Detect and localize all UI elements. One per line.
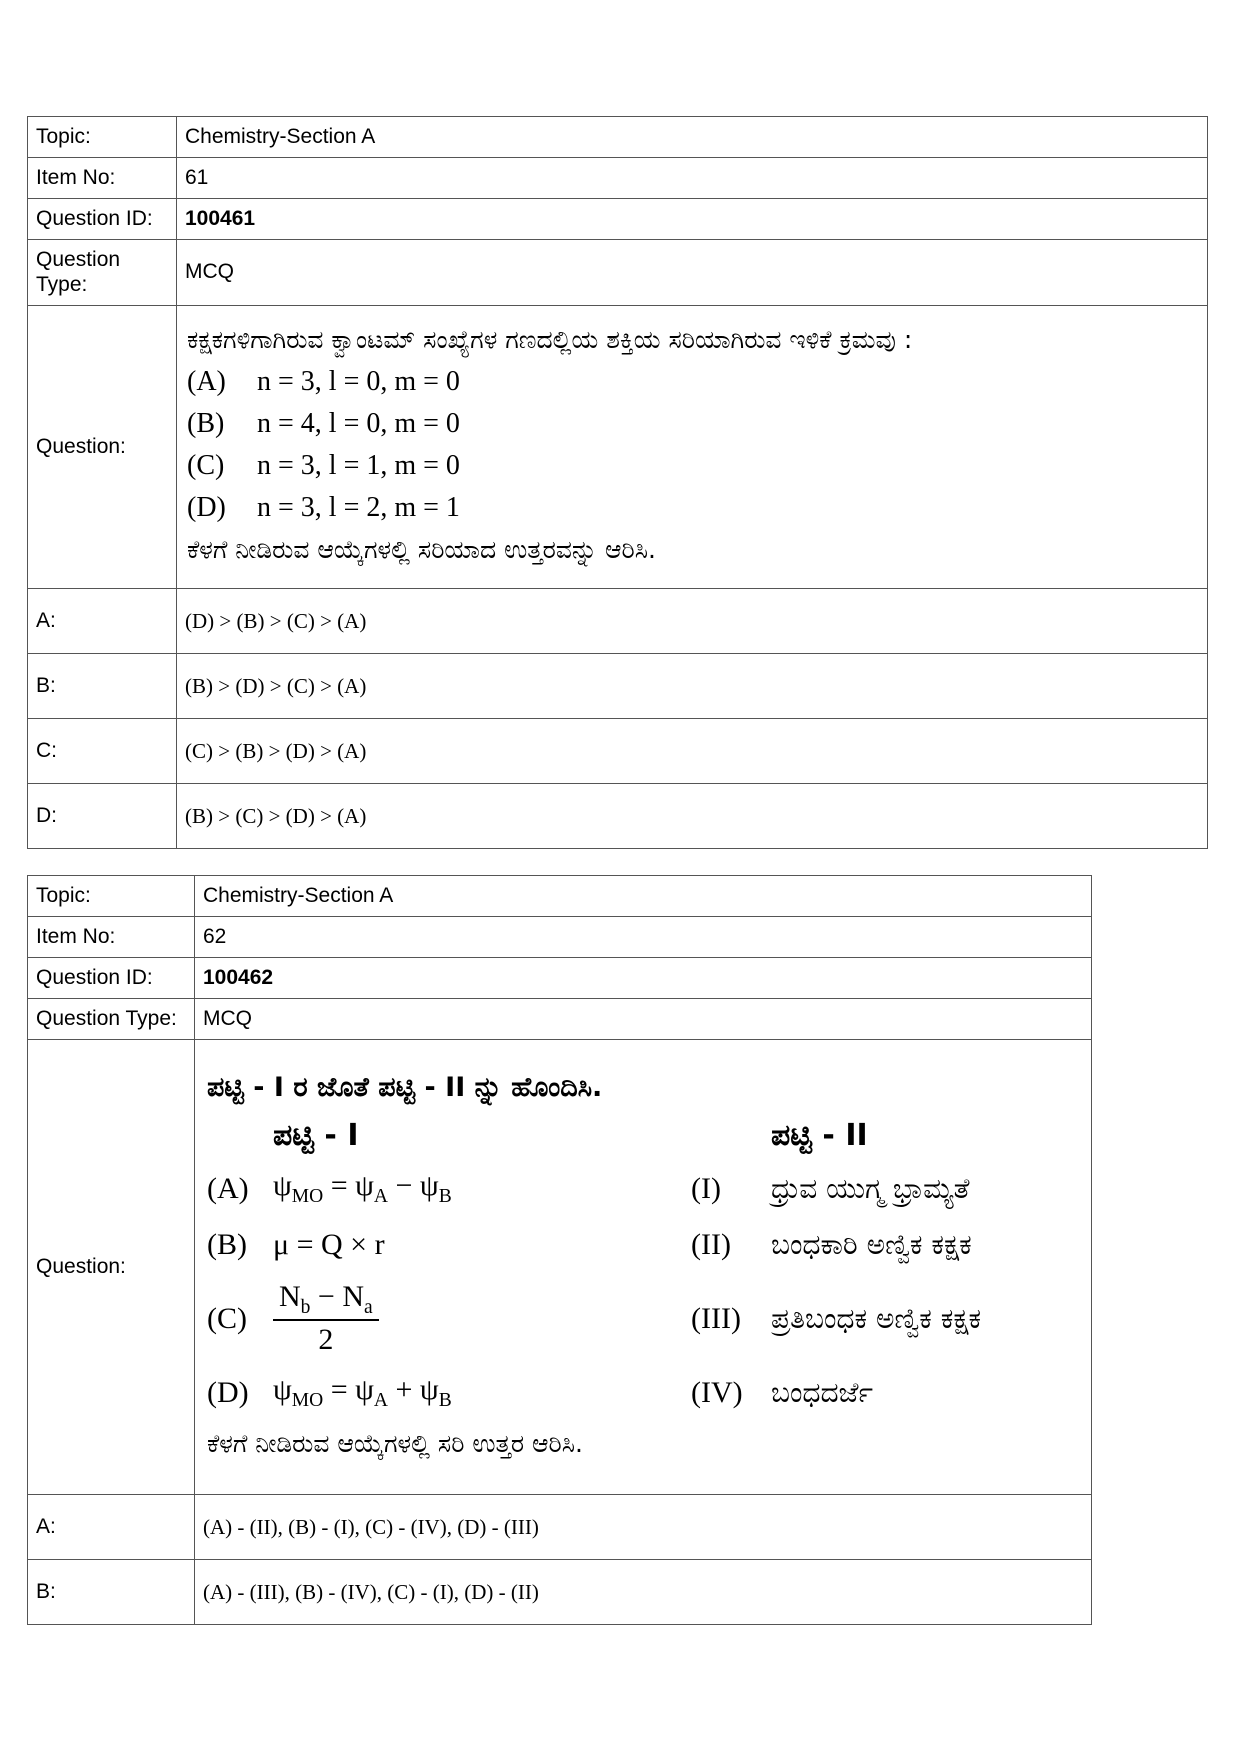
item-no-value: 61 bbox=[177, 158, 1208, 199]
option-b-label: B: bbox=[28, 1560, 195, 1625]
list-2-header: ಪಟ್ಟಿ - II bbox=[771, 1117, 868, 1153]
question-id-row bbox=[28, 958, 1092, 999]
expression-psi-mo-minus: $\psi_{MO} = \psi_A - \psi_B$ bbox=[273, 1169, 452, 1208]
match-row-c: (C) $\frac{N_b - N_a}{2}$ (III) ಪ್ರತಿಬಂಧಕ ಅಣ್ವಿಕ ಕಕ್ಷಕ bbox=[207, 1280, 982, 1357]
question-62-table bbox=[27, 875, 1092, 1625]
list-headers bbox=[207, 1111, 1083, 1161]
option-a-text[interactable]: (A) - (II), (B) - (I), (C) - (IV), (D) - (III) bbox=[195, 1495, 1092, 1560]
question-content bbox=[177, 306, 1208, 589]
question-row bbox=[28, 1040, 1092, 1495]
option-d-row[interactable] bbox=[28, 784, 1208, 849]
option-a-row[interactable] bbox=[28, 589, 1208, 654]
topic-label: Topic: bbox=[28, 117, 177, 158]
option-a-label: A: bbox=[28, 1495, 195, 1560]
item-no-row bbox=[28, 158, 1208, 199]
item-no-row bbox=[28, 917, 1092, 958]
question-instruction: ಕೆಳಗೆ ನೀಡಿರುವ ಆಯ್ಕೆಗಳಲ್ಲಿ ಸರಿ ಉತ್ತರ ಆರಿಸಿ. bbox=[207, 1429, 583, 1458]
option-c-label: C: bbox=[28, 719, 177, 784]
option-c-row[interactable] bbox=[28, 719, 1208, 784]
match-row-b: (B) μ = Q × r (II) ಬಂಧಕಾರಿ ಅಣ್ವಿಕ ಕಕ್ಷಕ bbox=[207, 1227, 972, 1261]
option-b-text[interactable]: (B) > (D) > (C) > (A) bbox=[177, 654, 1208, 719]
topic-value: Chemistry-Section A bbox=[195, 876, 1092, 917]
match-row-d: (D) $\psi_{MO} = \psi_A + \psi_B$ (IV) ಬಂಧದರ್ಜೆ bbox=[207, 1373, 873, 1412]
question-type-row bbox=[28, 240, 1208, 306]
match-row-a: (A) $\psi_{MO} = \psi_A - \psi_B$ (I) ಧ್ರುವ ಯುಗ್ಮ ಭ್ರಾಮ್ಯತೆ bbox=[207, 1169, 970, 1208]
list-1-header: ಪಟ್ಟಿ - I bbox=[273, 1117, 359, 1153]
option-b-row[interactable] bbox=[28, 654, 1208, 719]
question-type-label: Question Type: bbox=[28, 240, 177, 306]
question-61-table bbox=[27, 116, 1208, 849]
question-instruction: ಕೆಳಗೆ ನೀಡಿರುವ ಆಯ್ಕೆಗಳಲ್ಲಿ ಸರಿಯಾದ ಉತ್ತರವನ್ನು ಆರಿಸಿ. bbox=[187, 535, 656, 564]
question-id-value: 100461 bbox=[177, 199, 1208, 240]
question-stem: ಪಟ್ಟಿ - I ರ ಜೊತೆ ಪಟ್ಟಿ - II ನ್ನು ಹೊಂದಿಸಿ. bbox=[207, 1072, 603, 1103]
topic-value: Chemistry-Section A bbox=[177, 117, 1208, 158]
question-id-row bbox=[28, 199, 1208, 240]
expression-bond-order: $\frac{N_b - N_a}{2}$ bbox=[273, 1280, 691, 1358]
quantum-set-c: (C) n = 3, l = 1, m = 0 bbox=[187, 450, 460, 481]
question-label: Question: bbox=[28, 1040, 195, 1495]
topic-row bbox=[28, 117, 1208, 158]
expression-psi-mo-plus: $\psi_{MO} = \psi_A + \psi_B$ bbox=[273, 1373, 452, 1412]
option-a-text[interactable]: (D) > (B) > (C) > (A) bbox=[177, 589, 1208, 654]
question-type-label: Question Type: bbox=[28, 999, 195, 1040]
question-type-value: MCQ bbox=[177, 240, 1208, 306]
option-a-label: A: bbox=[28, 589, 177, 654]
option-a-row[interactable] bbox=[28, 1495, 1092, 1560]
quantum-set-d: (D) n = 3, l = 2, m = 1 bbox=[187, 492, 460, 523]
option-b-text[interactable]: (A) - (III), (B) - (IV), (C) - (I), (D) - (II) bbox=[195, 1560, 1092, 1625]
item-no-value: 62 bbox=[195, 917, 1092, 958]
question-stem: ಕಕ್ಷಕಗಳಿಗಾಗಿರುವ ಕ್ವಾಂಟಮ್ ಸಂಖ್ಯೆಗಳ ಗಣದಲ್ಲಿಯ ಶಕ್ತಿಯ ಸರಿಯಾಗಿರುವ ಇಳಿಕೆ ಕ್ರಮವು : bbox=[187, 325, 913, 354]
item-no-label: Item No: bbox=[28, 917, 195, 958]
topic-label: Topic: bbox=[28, 876, 195, 917]
question-content bbox=[195, 1040, 1092, 1495]
question-id-value: 100462 bbox=[195, 958, 1092, 999]
topic-row bbox=[28, 876, 1092, 917]
quantum-set-b: (B) n = 4, l = 0, m = 0 bbox=[187, 408, 460, 439]
option-d-text[interactable]: (B) > (C) > (D) > (A) bbox=[177, 784, 1208, 849]
question-label: Question: bbox=[28, 306, 177, 589]
expression-dipole: μ = Q × r bbox=[273, 1227, 385, 1261]
question-type-row bbox=[28, 999, 1092, 1040]
option-b-label: B: bbox=[28, 654, 177, 719]
question-type-value: MCQ bbox=[195, 999, 1092, 1040]
question-id-label: Question ID: bbox=[28, 199, 177, 240]
question-id-label: Question ID: bbox=[28, 958, 195, 999]
option-b-row[interactable] bbox=[28, 1560, 1092, 1625]
item-no-label: Item No: bbox=[28, 158, 177, 199]
question-row bbox=[28, 306, 1208, 589]
option-d-label: D: bbox=[28, 784, 177, 849]
quantum-set-a: (A) n = 3, l = 0, m = 0 bbox=[187, 366, 460, 397]
option-c-text[interactable]: (C) > (B) > (D) > (A) bbox=[177, 719, 1208, 784]
